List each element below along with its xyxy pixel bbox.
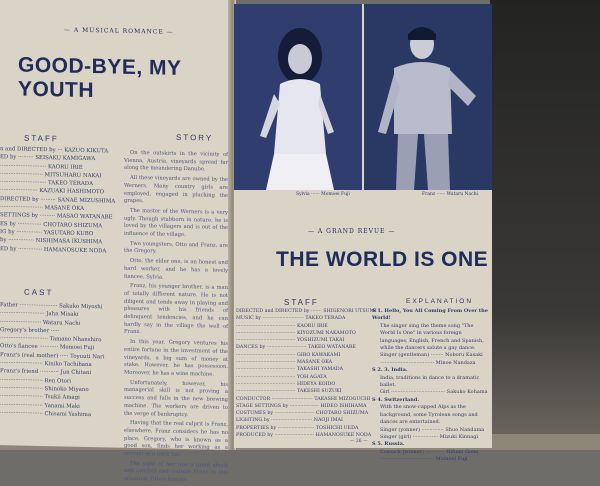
- scene-text: Cossack (yonner) ············ Hifumi Gono: [380, 448, 479, 455]
- staff-line: MUSIC by ··························· TAKEO TERADA: [236, 316, 346, 322]
- cast-line: ························ Wataru Nachi: [0, 318, 81, 327]
- staff-line: DIRECTED by ········· SANAE MIZUSHIMA: [0, 195, 116, 205]
- background-dark: [490, 0, 600, 450]
- staff-line: ······································· TAKASHI YAMADA: [236, 367, 344, 373]
- scene-text: With the snow-capped Alps as the background, some Tyrolean songs and dances are entertained.: [380, 404, 478, 426]
- story-paragraph: In this year, Gregory ventures his entire fortune in the investment of the vineyards, a big sum of money at stake. However, he has possession. Moreover, he has a wine machine.: [124, 339, 228, 378]
- goodbye-my-youth-title: GOOD-BYE, MY YOUTH: [18, 53, 182, 103]
- scene-title: S 1. Hello, You All Coming From Over the World!: [372, 308, 488, 322]
- right-page: [234, 4, 492, 463]
- scene-text: Singer (girl) ················ Mizuki Kinnagi: [380, 433, 479, 440]
- story-paragraph: Franz, his younger brother, is a man of totally different nature. He is not diligent and tends away in playing and pleasures with his friends of delinquent tendencies, and he can hardly say in the village the well of Franz.: [124, 283, 228, 336]
- right-staff-list: [236, 308, 377, 439]
- cast-line: Gregory's brother ·····: [0, 327, 60, 335]
- explanation-text: [372, 308, 488, 463]
- cast-line: ·························· Jahn Misaki: [0, 310, 79, 319]
- cast-line: ························· Shinoko Miyano: [0, 385, 89, 393]
- staff-line: ························· MASANE OKA: [0, 204, 85, 212]
- staff-line: IG by ··············· YASUTARO KUBO: [0, 229, 94, 238]
- cast-list: [0, 301, 118, 420]
- staff-line: n and DIRECTED by ··· KAZUO KIKUTA: [0, 146, 109, 155]
- page-number: — 26 —: [350, 439, 368, 444]
- staff-line: STAGE SETTINGS by ··················· HIDEO ISHIHAMA: [236, 403, 367, 409]
- cast-line: ························· Ren Otori: [0, 376, 72, 385]
- staff-line: ED by ········· SEISAKU KAMIGAWA: [0, 154, 96, 163]
- scene-text: ·································· Momoei Fuji: [380, 456, 468, 463]
- story-paragraph: The sight of her was a great shock and comfort and console Franz in this situation, Otto's fiancee.: [124, 460, 228, 484]
- explanation-heading: EXPLANATION: [406, 298, 474, 305]
- franz-photo: [364, 4, 492, 190]
- staff-line: ······················ KAZUAKI HASHIMOTO: [0, 187, 105, 196]
- left-page: [0, 0, 232, 484]
- left-staff-list: [0, 145, 118, 255]
- cast-line: ························· Yanami Maki: [0, 401, 80, 410]
- cast-line: Franz's friend ··········· Jun Chitani: [0, 368, 92, 377]
- staff-line: ······································· MASANE OKA: [236, 360, 333, 366]
- world-is-one-title: THE WORLD IS ONE: [276, 248, 489, 271]
- cast-line: ···························· Tamano Nhanshiro: [0, 335, 102, 344]
- franz-caption: Franz ······ Wataru Nachi: [422, 192, 479, 197]
- staff-line: ······································· KIYOZUMI NAKAMOTO: [236, 330, 356, 336]
- right-staff-heading: STAFF: [284, 298, 319, 307]
- staff-line: ······································· KAORU IRIE: [236, 323, 328, 329]
- staff-line: SETTINGS by ········· MASAO WATANABE: [0, 212, 113, 221]
- staff-line: ··························· TAKEO TERADA: [0, 179, 93, 188]
- sylvia-photo: [234, 4, 362, 190]
- story-paragraph: Unfortunately, however, his managerial skill is not proving a success and falls in the new brewing machine. The workers are driven to the verge of bankruptcy.: [124, 379, 228, 418]
- staff-line: ······································· YOH AGATA: [236, 374, 327, 380]
- cast-line: Franz's (real mother) ····· Toyuuti Nari: [0, 351, 105, 361]
- story-text: [124, 149, 228, 484]
- story-paragraph: All these vineyards are owned by the Werners. Many country girls are employed, engaged in plucking the grapes.: [124, 174, 228, 205]
- cast-line: ························· Chisami Yashima: [0, 409, 92, 418]
- cast-line: ························· Kiniko Tachibana: [0, 360, 92, 369]
- cast-line: Father ······················ Sakuko Miyoshi: [0, 302, 103, 311]
- musical-romance-subtitle: — A MUSICAL ROMANCE —: [64, 26, 174, 36]
- scene-text: India, traditions in dance to a dramatic ballet.: [380, 374, 480, 389]
- scene-title: S 2. 3. India.: [372, 367, 408, 374]
- staff-line: DANCES by ·························· TAKEO WATANABE: [236, 345, 356, 351]
- grand-revue-subtitle: — A GRAND REVUE —: [308, 228, 396, 235]
- scene-text: The singer sing the theme song "The World Is One" in various foreign languages, English, French and Spanish, while the dancers salute a gay dance.: [380, 322, 484, 352]
- staff-line: CONDUCTOR ··························· TAKASHI MIZOGUCHI: [236, 396, 371, 402]
- staff-line: ······································· HIDEYA KOIDO: [236, 381, 336, 387]
- staff-line: PRODUCED by ·························· HAMANOSUKE NODA: [236, 433, 372, 439]
- staff-line: ························· MITSUHARU NAKAI: [0, 171, 102, 180]
- staff-line: ······································· TAKESHI SUZUKI: [236, 389, 342, 395]
- staff-line: DIRECTED and DIRECTED by ······· SHIGENORI UTSUMI: [236, 309, 377, 314]
- scene-text: Singer (yonner) ·············· Shuo Nandama: [380, 426, 485, 433]
- story-paragraph: On the outskirts in the vicinity of Vienna, Austria, vineyards spread far along the meandering Danube.: [124, 149, 228, 173]
- left-staff-heading: STAFF: [24, 133, 59, 144]
- scene-text: Singer (gentleman) ········ Noboru Kasaki: [380, 352, 483, 359]
- staff-line: PROPERTIES by ························ TOSHICHI UEDA: [236, 425, 359, 431]
- scene-title: S 4. Switzerland.: [372, 396, 420, 403]
- sylvia-caption: Sylvia ······ Momoei Fuji: [296, 192, 350, 197]
- staff-line: ED by ·············· HAMANOSUKE NODA: [0, 245, 107, 254]
- cast-line: Otto's fiancee ··········· Momoei Fuji: [0, 343, 95, 352]
- staff-line: by ··············· NISHIMASA IKUSHIMA: [0, 237, 103, 246]
- staff-line: ES by ·············· CHOTARO SHIZUMA: [0, 220, 103, 229]
- cast-line: ························· Tsukii Amagi: [0, 393, 80, 402]
- staff-line: ······································· YOSHIZUMI TAKAI: [236, 338, 345, 344]
- staff-line: ······································· GIRO KAWAKAMI: [236, 352, 341, 358]
- scene-title: S 5. Russia.: [372, 441, 405, 448]
- staff-line: COSTUMES by ·························· CHOTARO SHIZUMA: [236, 411, 369, 417]
- staff-line: ··························· KAORU IRIE: [0, 162, 83, 171]
- story-paragraph: Otto, the elder one, is an honest and hard worker, and he has a lovely fiancee, Sylvia.: [124, 258, 228, 281]
- scene-text: Girl ·································· Sakuko Kohama: [380, 389, 488, 396]
- story-paragraph: The master of the Werners is a very ugly. Though stubborn in nature, he is loved by the villagers and is out of the influence of the village.: [124, 207, 228, 239]
- story-paragraph: Having that the real culprit is Franz, elsewhere, Franz considers he has no place, Gregory, who is known as a good son, finds her working as a servant in a town bar.: [124, 420, 228, 458]
- staff-line: LIGHTING by ··························· NAOJI IMAI: [236, 418, 343, 424]
- story-heading: STORY: [176, 132, 214, 143]
- cast-heading: CAST: [24, 287, 54, 298]
- scene-text: ·································· Minoe Nandaza: [380, 359, 476, 366]
- story-paragraph: Two youngsters, Otto and Franz, are the Gregory.: [124, 240, 228, 255]
